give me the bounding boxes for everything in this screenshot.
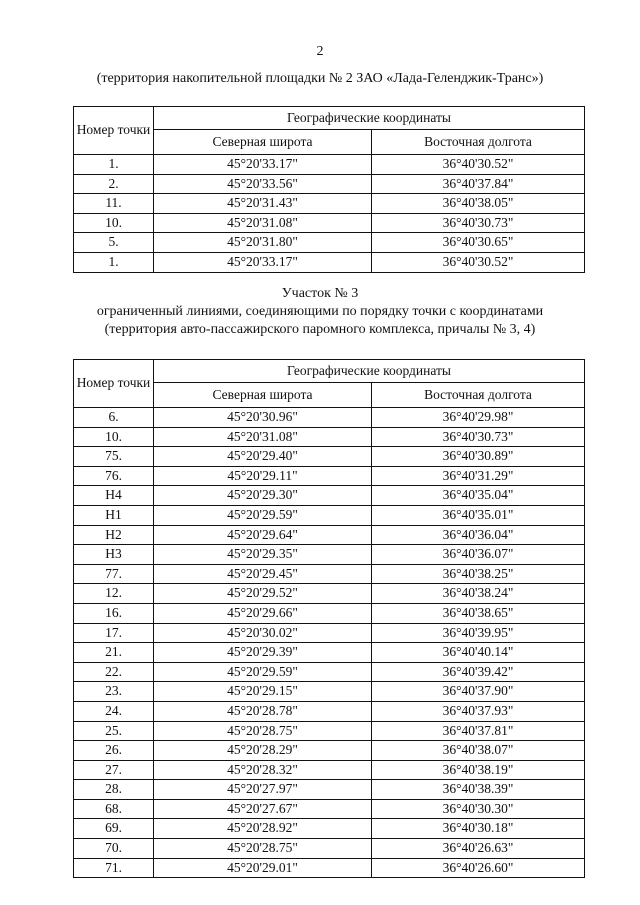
section1-subtitle: (территория накопительной площадки № 2 ЗАО «Лада-Геленджик-Транс») [96,71,544,86]
point-number-cell: 5. [74,233,154,253]
east-longitude-cell: 36°40'30.30" [372,799,585,819]
point-number-cell: 10. [74,427,154,447]
east-longitude-cell: 36°40'38.07" [372,741,585,761]
point-number-cell: 23. [74,682,154,702]
north-latitude-cell: 45°20'28.92" [154,819,372,839]
section2-title: Участок № 3 [281,286,359,301]
point-number-cell: 76. [74,466,154,486]
point-number-cell: 69. [74,819,154,839]
point-number-cell: Н2 [74,525,154,545]
header-geo-coordinates: Географические координаты [154,360,585,383]
north-latitude-cell: 45°20'29.11" [154,466,372,486]
point-number-cell: 1. [74,252,154,272]
east-longitude-cell: 36°40'26.63" [372,839,585,859]
north-latitude-cell: 45°20'27.67" [154,799,372,819]
east-longitude-cell: 36°40'37.81" [372,721,585,741]
point-number-cell: 22. [74,662,154,682]
east-longitude-cell: 36°40'30.73" [372,213,585,233]
north-latitude-cell: 45°20'29.45" [154,564,372,584]
point-number-cell: 10. [74,213,154,233]
point-number-cell: Н4 [74,486,154,506]
point-number-cell: 28. [74,780,154,800]
east-longitude-cell: 36°40'38.24" [372,584,585,604]
table-row [74,662,585,682]
table-row [74,466,585,486]
point-number-cell: 16. [74,603,154,623]
table-row [74,174,585,194]
east-longitude-cell: 36°40'30.65" [372,233,585,253]
point-number-cell: 24. [74,701,154,721]
point-number-cell: 12. [74,584,154,604]
section2-line1: ограниченный линиями, соединяющими по порядку точки с координатами [96,304,544,319]
north-latitude-cell: 45°20'29.39" [154,643,372,663]
north-latitude-cell: 45°20'33.56" [154,174,372,194]
table-row [74,408,585,428]
east-longitude-cell: 36°40'29.98" [372,408,585,428]
table-row [74,643,585,663]
point-number-cell: 77. [74,564,154,584]
north-latitude-cell: 45°20'28.29" [154,741,372,761]
east-longitude-cell: 36°40'37.93" [372,701,585,721]
north-latitude-cell: 45°20'28.32" [154,760,372,780]
east-longitude-cell: 36°40'31.29" [372,466,585,486]
section2-line2: (территория авто-пассажирского паромного комплекса, причалы № 3, 4) [104,322,536,337]
east-longitude-cell: 36°40'38.25" [372,564,585,584]
north-latitude-cell: 45°20'29.59" [154,662,372,682]
north-latitude-cell: 45°20'28.75" [154,839,372,859]
header-north-latitude: Северная широта [154,130,372,155]
page-number: 2 [316,44,324,59]
point-number-cell: 71. [74,858,154,878]
north-latitude-cell: 45°20'29.35" [154,545,372,565]
east-longitude-cell: 36°40'39.95" [372,623,585,643]
point-number-cell: 25. [74,721,154,741]
header-point-number: Номер точки [74,107,154,155]
point-number-cell: 6. [74,408,154,428]
east-longitude-cell: 36°40'39.42" [372,662,585,682]
coordinates-table-2 [73,359,585,878]
table-row [74,603,585,623]
table-row [74,213,585,233]
east-longitude-cell: 36°40'30.89" [372,447,585,467]
east-longitude-cell: 36°40'40.14" [372,643,585,663]
header-east-longitude: Восточная долгота [372,130,585,155]
point-number-cell: 17. [74,623,154,643]
north-latitude-cell: 45°20'29.40" [154,447,372,467]
table-row [74,760,585,780]
table-row [74,564,585,584]
table-row [74,545,585,565]
east-longitude-cell: 36°40'26.60" [372,858,585,878]
north-latitude-cell: 45°20'29.66" [154,603,372,623]
point-number-cell: 2. [74,174,154,194]
coordinates-table-1 [73,106,585,273]
point-number-cell: 1. [74,155,154,175]
table-row [74,584,585,604]
point-number-cell: 21. [74,643,154,663]
north-latitude-cell: 45°20'27.97" [154,780,372,800]
point-number-cell: 68. [74,799,154,819]
table-row [74,701,585,721]
table-row [74,505,585,525]
north-latitude-cell: 45°20'31.08" [154,213,372,233]
north-latitude-cell: 45°20'31.08" [154,427,372,447]
north-latitude-cell: 45°20'30.96" [154,408,372,428]
north-latitude-cell: 45°20'29.01" [154,858,372,878]
point-number-cell: Н1 [74,505,154,525]
table-row [74,780,585,800]
north-latitude-cell: 45°20'28.78" [154,701,372,721]
point-number-cell: 11. [74,194,154,214]
table-row [74,819,585,839]
east-longitude-cell: 36°40'35.01" [372,505,585,525]
table-row [74,721,585,741]
north-latitude-cell: 45°20'33.17" [154,252,372,272]
header-east-longitude: Восточная долгота [372,383,585,408]
east-longitude-cell: 36°40'37.84" [372,174,585,194]
table-row [74,525,585,545]
table-row [74,486,585,506]
table-row [74,427,585,447]
table-row [74,447,585,467]
north-latitude-cell: 45°20'31.43" [154,194,372,214]
east-longitude-cell: 36°40'38.05" [372,194,585,214]
north-latitude-cell: 45°20'29.59" [154,505,372,525]
east-longitude-cell: 36°40'37.90" [372,682,585,702]
table-row [74,858,585,878]
table-row [74,252,585,272]
east-longitude-cell: 36°40'36.04" [372,525,585,545]
header-north-latitude: Северная широта [154,383,372,408]
point-number-cell: Н3 [74,545,154,565]
table-row [74,682,585,702]
table-row [74,233,585,253]
east-longitude-cell: 36°40'36.07" [372,545,585,565]
header-geo-coordinates: Географические координаты [154,107,585,130]
east-longitude-cell: 36°40'30.52" [372,155,585,175]
north-latitude-cell: 45°20'31.80" [154,233,372,253]
east-longitude-cell: 36°40'30.52" [372,252,585,272]
point-number-cell: 75. [74,447,154,467]
east-longitude-cell: 36°40'38.65" [372,603,585,623]
east-longitude-cell: 36°40'35.04" [372,486,585,506]
east-longitude-cell: 36°40'30.73" [372,427,585,447]
table-row [74,741,585,761]
table-row [74,623,585,643]
point-number-cell: 26. [74,741,154,761]
table-row [74,194,585,214]
north-latitude-cell: 45°20'30.02" [154,623,372,643]
table-row [74,155,585,175]
north-latitude-cell: 45°20'33.17" [154,155,372,175]
point-number-cell: 70. [74,839,154,859]
header-point-number: Номер точки [74,360,154,408]
point-number-cell: 27. [74,760,154,780]
east-longitude-cell: 36°40'38.19" [372,760,585,780]
north-latitude-cell: 45°20'29.30" [154,486,372,506]
east-longitude-cell: 36°40'30.18" [372,819,585,839]
east-longitude-cell: 36°40'38.39" [372,780,585,800]
table-row [74,799,585,819]
table-row [74,839,585,859]
north-latitude-cell: 45°20'29.52" [154,584,372,604]
north-latitude-cell: 45°20'28.75" [154,721,372,741]
north-latitude-cell: 45°20'29.15" [154,682,372,702]
north-latitude-cell: 45°20'29.64" [154,525,372,545]
